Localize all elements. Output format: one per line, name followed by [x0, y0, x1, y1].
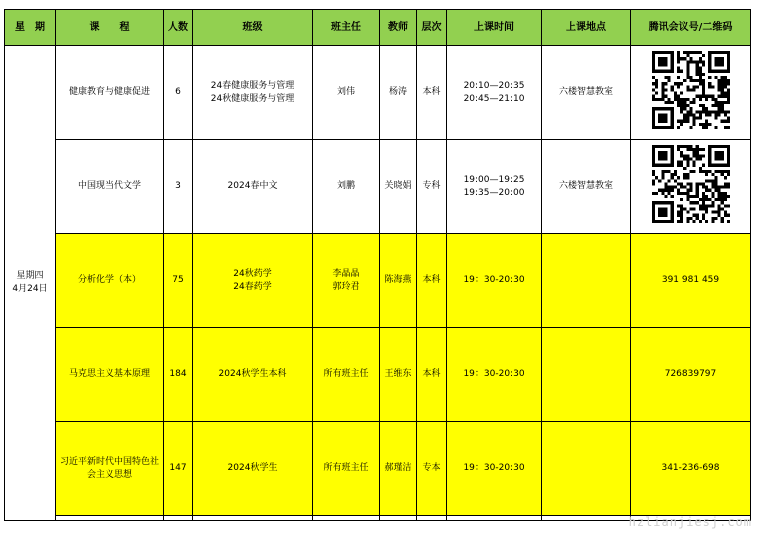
location-cell — [542, 422, 631, 516]
table-row — [5, 328, 751, 422]
count-cell: 6 — [164, 46, 193, 140]
class-line: 24秋药学 — [233, 268, 272, 279]
level-cell: 本科 — [417, 46, 447, 140]
partial-cell — [164, 516, 193, 521]
partial-cell — [56, 516, 164, 521]
course-cell: 健康教育与健康促进 — [56, 46, 164, 140]
class-cell: 2024秋学生 — [193, 422, 313, 516]
head-teacher-line: 李晶晶 — [332, 268, 360, 279]
partial-cell — [193, 516, 313, 521]
teacher-cell: 王维东 — [380, 328, 417, 422]
class-cell — [193, 234, 313, 328]
qr-modules — [652, 51, 730, 129]
head-teacher-line: 郭玲君 — [332, 281, 360, 292]
teacher-cell: 关晓娟 — [380, 140, 417, 234]
head-teacher-cell: 所有班主任 — [313, 328, 380, 422]
teacher-cell: 陈海燕 — [380, 234, 417, 328]
count-cell: 147 — [164, 422, 193, 516]
head-teacher-cell: 刘伟 — [313, 46, 380, 140]
location-cell: 六楼智慧教室 — [542, 140, 631, 234]
time-cell: 19：30-20:30 — [447, 328, 542, 422]
head-teacher-cell: 刘鹏 — [313, 140, 380, 234]
location-cell: 六楼智慧教室 — [542, 46, 631, 140]
meeting-id: 341-236-698 — [631, 422, 751, 516]
day-date: 4月24日 — [12, 284, 48, 294]
header-class: 班级 — [193, 10, 313, 46]
time-cell: 19：30-20:30 — [447, 422, 542, 516]
partial-cell — [417, 516, 447, 521]
table-row — [5, 46, 751, 140]
level-cell: 本科 — [417, 328, 447, 422]
time-cell — [447, 46, 542, 140]
class-line: 24秋健康服务与管理 — [210, 93, 295, 104]
head-teacher-cell — [313, 234, 380, 328]
level-cell: 专本 — [417, 422, 447, 516]
level-cell: 专科 — [417, 140, 447, 234]
course-cell: 分析化学（本） — [56, 234, 164, 328]
time-cell — [447, 140, 542, 234]
schedule-table — [4, 9, 751, 521]
location-cell — [542, 328, 631, 422]
teacher-cell: 杨涛 — [380, 46, 417, 140]
time-line: 19:35—20:00 — [463, 187, 525, 198]
header-level: 层次 — [417, 10, 447, 46]
meeting-id: 726839797 — [631, 328, 751, 422]
header-teacher: 教师 — [380, 10, 417, 46]
table-row — [5, 140, 751, 234]
partial-cell — [447, 516, 542, 521]
header-meeting: 腾讯会议号/二维码 — [631, 10, 751, 46]
count-cell: 75 — [164, 234, 193, 328]
partial-cell — [313, 516, 380, 521]
class-line: 24春健康服务与管理 — [210, 80, 295, 91]
class-cell — [193, 140, 313, 234]
time-line: 19:00—19:25 — [463, 174, 525, 185]
count-cell: 3 — [164, 140, 193, 234]
meeting-cell — [631, 140, 751, 234]
header-head-teacher: 班主任 — [313, 10, 380, 46]
course-cell: 马克思主义基本原理 — [56, 328, 164, 422]
header-course: 课 程 — [56, 10, 164, 46]
qr-code-icon[interactable] — [652, 145, 730, 223]
header-row — [5, 10, 751, 46]
class-line: 24春药学 — [233, 281, 272, 292]
partial-cell — [542, 516, 631, 521]
meeting-cell — [631, 46, 751, 140]
class-cell: 2024秋学生本科 — [193, 328, 313, 422]
course-cell: 中国现当代文学 — [56, 140, 164, 234]
table-row — [5, 422, 751, 516]
partial-cell — [380, 516, 417, 521]
course-cell: 习近平新时代中国特色社会主义思想 — [56, 422, 164, 516]
day-weekday: 星期四 — [16, 271, 44, 281]
class-cell — [193, 46, 313, 140]
watermark: hzlianjiesj.com — [628, 515, 752, 529]
count-cell: 184 — [164, 328, 193, 422]
qr-code-icon[interactable] — [652, 51, 730, 129]
meeting-id: 391 981 459 — [631, 234, 751, 328]
header-location: 上课地点 — [542, 10, 631, 46]
location-cell — [542, 234, 631, 328]
level-cell: 本科 — [417, 234, 447, 328]
qr-modules — [652, 145, 730, 223]
class-line: 2024春中文 — [227, 181, 278, 191]
header-day: 星 期 — [5, 10, 56, 46]
table-row — [5, 234, 751, 328]
time-cell: 19：30-20:30 — [447, 234, 542, 328]
time-line: 20:45—21:10 — [463, 93, 525, 104]
header-time: 上课时间 — [447, 10, 542, 46]
head-teacher-cell: 所有班主任 — [313, 422, 380, 516]
day-cell — [5, 46, 56, 521]
header-count: 人数 — [164, 10, 193, 46]
teacher-cell: 郝瑾洁 — [380, 422, 417, 516]
time-line: 20:10—20:35 — [463, 80, 525, 91]
